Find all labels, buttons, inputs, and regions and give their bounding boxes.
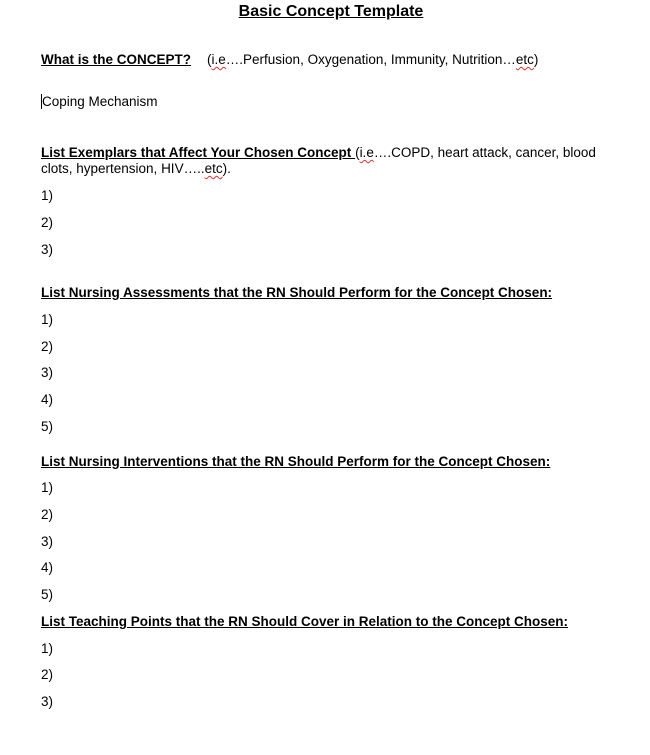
concept-hint-ie: i.e <box>211 52 226 67</box>
teaching-item-3[interactable]: 3) <box>41 694 54 709</box>
teaching-item-2[interactable]: 2) <box>41 667 54 682</box>
teaching-heading: List Teaching Points that the RN Should Cover in Relation to the Concept Chosen: <box>41 614 569 629</box>
concept-answer-line[interactable] <box>41 93 158 110</box>
exemplars-hint-etc: etc <box>204 161 223 176</box>
teaching-item-1[interactable]: 1) <box>41 641 54 656</box>
exemplars-hint-ie: i.e <box>359 145 374 160</box>
concept-question-label: What is the CONCEPT? <box>41 52 192 67</box>
assessments-item-2[interactable]: 2) <box>41 339 54 354</box>
concept-answer[interactable]: Coping Mechanism <box>42 94 158 109</box>
assessments-heading: List Nursing Assessments that the RN Should Perform for the Concept Chosen: <box>41 285 553 300</box>
concept-hint-etc: etc <box>515 52 534 67</box>
exemplars-item-1[interactable]: 1) <box>41 188 54 203</box>
exemplars-heading-line1 <box>41 144 596 161</box>
exemplars-hint-suffix: ). <box>222 161 231 176</box>
concept-hint-prefix: ( <box>207 52 212 67</box>
exemplars-item-2[interactable]: 2) <box>41 215 54 230</box>
interventions-item-3[interactable]: 3) <box>41 534 54 549</box>
exemplars-heading-line2 <box>41 160 231 177</box>
assessments-item-4[interactable]: 4) <box>41 392 54 407</box>
exemplars-hint-line2-start: clots, hypertension, HIV….. <box>41 161 205 176</box>
assessments-item-1[interactable]: 1) <box>41 312 54 327</box>
concept-hint-middle: ….Perfusion, Oxygenation, Immunity, Nutrition… <box>225 52 516 67</box>
exemplars-hint-prefix: ( <box>355 145 360 160</box>
interventions-heading: List Nursing Interventions that the RN Should Perform for the Concept Chosen: <box>41 454 551 469</box>
exemplars-item-3[interactable]: 3) <box>41 242 54 257</box>
interventions-item-1[interactable]: 1) <box>41 480 54 495</box>
assessments-item-3[interactable]: 3) <box>41 365 54 380</box>
interventions-item-5[interactable]: 5) <box>41 587 54 602</box>
assessments-item-5[interactable]: 5) <box>41 419 54 434</box>
exemplars-label: List Exemplars that Affect Your Chosen Concept <box>41 145 356 160</box>
concept-hint-suffix: ) <box>533 52 539 67</box>
document-title: Basic Concept Template <box>238 3 424 20</box>
exemplars-hint-line1-rest: ….COPD, heart attack, cancer, blood <box>373 145 596 160</box>
interventions-item-2[interactable]: 2) <box>41 507 54 522</box>
concept-question-line <box>41 51 538 68</box>
interventions-item-4[interactable]: 4) <box>41 560 54 575</box>
